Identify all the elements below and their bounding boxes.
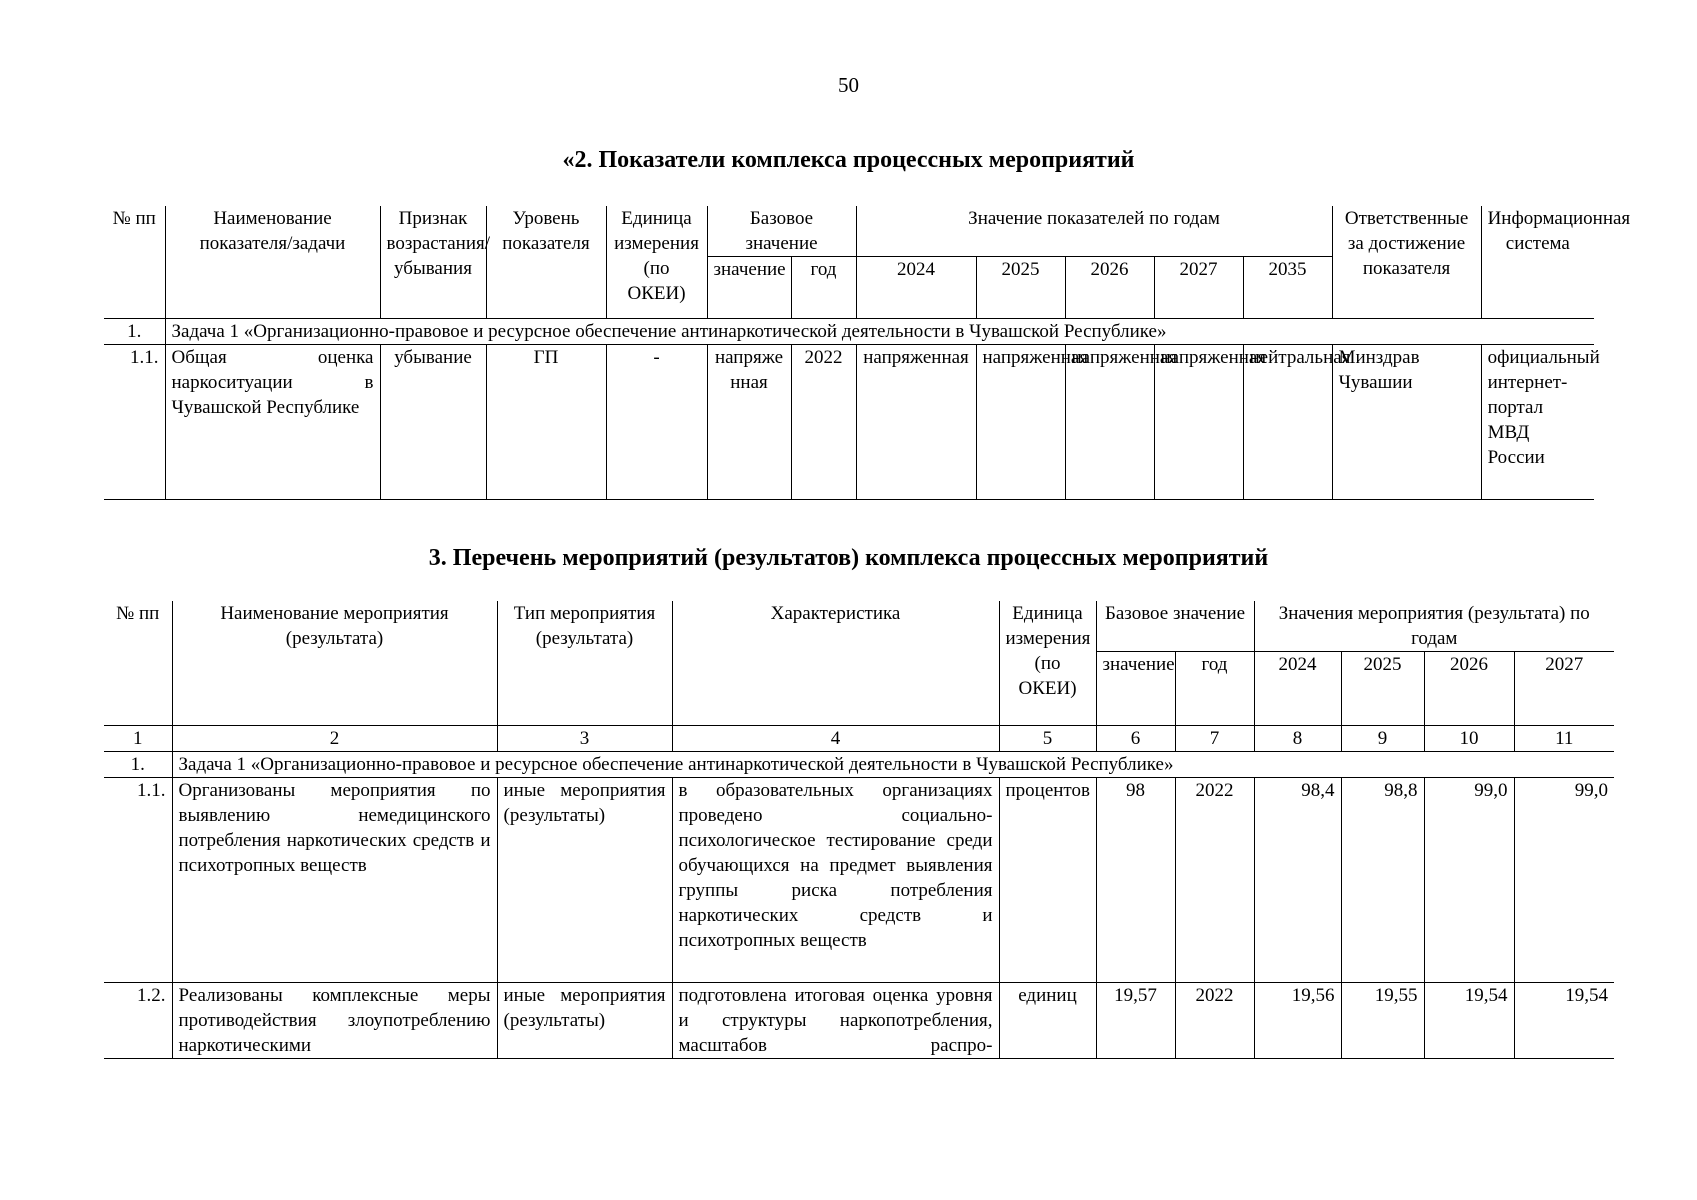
row-num: 1.1.	[104, 778, 172, 983]
col-name-header: Наименование мероприятия (результата)	[172, 601, 497, 726]
row-characteristic: в образовательных организациях проведено социально-психологическое тестирование среди обучающихся на предмет выявления группы риска потребления наркотических средств и психотропных веществ	[672, 778, 999, 983]
row-year-2026: 19,54	[1424, 983, 1514, 1059]
col-characteristic-header: Характеристика	[672, 601, 999, 726]
row-unit: процентов	[999, 778, 1096, 983]
row-year-2024: 19,56	[1254, 983, 1341, 1059]
col-trend-header: Признак возрастания/ убывания	[380, 206, 486, 319]
col-year-2035: 2035	[1243, 257, 1332, 319]
col-number: 5	[999, 726, 1096, 752]
col-year-2024: 2024	[1254, 652, 1341, 726]
task-row	[104, 752, 1614, 778]
col-num-header: № пп	[104, 601, 172, 726]
col-unit-header: Единица измерения (по ОКЕИ)	[999, 601, 1096, 726]
task-row	[104, 319, 1594, 345]
row-level: ГП	[486, 345, 606, 500]
row-base-year: 2022	[1175, 983, 1254, 1059]
row-base-year: 2022	[791, 345, 856, 500]
row-type: иные мероприятия (результаты)	[497, 778, 672, 983]
row-trend: убывание	[380, 345, 486, 500]
row-year-2027: 19,54	[1514, 983, 1614, 1059]
col-number: 8	[1254, 726, 1341, 752]
row-year-2026: напряженная	[1065, 345, 1154, 500]
row-unit: -	[606, 345, 707, 500]
row-year-2027: напряженная	[1154, 345, 1243, 500]
column-numbers-row	[104, 726, 1614, 752]
activities-table	[104, 601, 1614, 1059]
col-year-2027: 2027	[1154, 257, 1243, 319]
col-base-value-header: значение	[707, 257, 791, 319]
task-num: 1.	[104, 752, 172, 778]
col-year-2025: 2025	[976, 257, 1065, 319]
col-number: 9	[1341, 726, 1424, 752]
row-name: Общая оценка наркоситуации в Чувашской Республике	[165, 345, 380, 500]
col-number: 10	[1424, 726, 1514, 752]
row-responsible: Минздрав Чувашии	[1332, 345, 1481, 500]
col-number: 4	[672, 726, 999, 752]
row-year-2024: 98,4	[1254, 778, 1341, 983]
header-row	[104, 601, 1614, 652]
row-base-value: 19,57	[1096, 983, 1175, 1059]
task-text: Задача 1 «Организационно-правовое и ресурсное обеспечение антинаркотической деятельности в Чувашской Республике»	[172, 752, 1614, 778]
section2-title: «2. Показатели комплекса процессных мероприятий	[562, 147, 1135, 173]
table-row	[104, 778, 1614, 983]
col-base-value-header: значение	[1096, 652, 1175, 726]
col-number: 11	[1514, 726, 1614, 752]
task-num: 1.	[104, 319, 165, 345]
row-characteristic: подготовлена итоговая оценка уровня и структуры наркопотребления, масштабов распро-	[672, 983, 999, 1059]
col-year-2026: 2026	[1065, 257, 1154, 319]
row-base-value: напряженная	[707, 345, 791, 500]
row-year-2026: 99,0	[1424, 778, 1514, 983]
col-years-group-header: Значения мероприятия (результата) по годам	[1254, 601, 1614, 652]
row-base-value: 98	[1096, 778, 1175, 983]
indicators-table	[104, 206, 1631, 500]
header-row	[104, 206, 1594, 257]
section3-title: 3. Перечень мероприятий (результатов) комплекса процессных мероприятий	[428, 545, 1269, 571]
row-num: 1.1.	[104, 345, 165, 500]
row-year-2025: 19,55	[1341, 983, 1424, 1059]
col-year-2027: 2027	[1514, 652, 1614, 726]
col-number: 6	[1096, 726, 1175, 752]
col-type-header: Тип мероприятия (результата)	[497, 601, 672, 726]
col-base-year-header: год	[1175, 652, 1254, 726]
col-base-header: Базовое значение	[707, 206, 856, 257]
col-number: 3	[497, 726, 672, 752]
col-number: 2	[172, 726, 497, 752]
task-text: Задача 1 «Организационно-правовое и ресурсное обеспечение антинаркотической деятельности в Чувашской Республике»	[165, 319, 1594, 345]
col-base-year-header: год	[791, 257, 856, 319]
table-row	[104, 983, 1614, 1059]
col-infosystem-header: Информационная система	[1481, 206, 1594, 319]
col-num-header: № пп	[104, 206, 165, 319]
table-row	[104, 345, 1594, 500]
row-year-2024: напряженная	[856, 345, 976, 500]
col-name-header: Наименование показателя/задачи	[165, 206, 380, 319]
col-level-header: Уровень показателя	[486, 206, 606, 319]
col-base-header: Базовое значение	[1096, 601, 1254, 652]
row-base-year: 2022	[1175, 778, 1254, 983]
col-years-group-header: Значение показателей по годам	[856, 206, 1332, 257]
row-year-2025: 98,8	[1341, 778, 1424, 983]
page-number: 50	[838, 73, 859, 97]
col-unit-header: Единица измерения (по ОКЕИ)	[606, 206, 707, 319]
row-year-2027: 99,0	[1514, 778, 1614, 983]
row-unit: единиц	[999, 983, 1096, 1059]
col-number: 7	[1175, 726, 1254, 752]
col-number: 1	[104, 726, 172, 752]
col-year-2026: 2026	[1424, 652, 1514, 726]
row-year-2035: нейтральная	[1243, 345, 1332, 500]
row-num: 1.2.	[104, 983, 172, 1059]
col-year-2025: 2025	[1341, 652, 1424, 726]
col-responsible-header: Ответственные за достижение показателя	[1332, 206, 1481, 319]
row-name: Организованы мероприятия по выявлению немедицинского потребления наркотических средств и психотропных веществ	[172, 778, 497, 983]
row-name: Реализованы комплексные меры противодействия злоупотреблению наркотическими	[172, 983, 497, 1059]
row-type: иные мероприятия (результаты)	[497, 983, 672, 1059]
row-year-2025: напряженная	[976, 345, 1065, 500]
col-year-2024: 2024	[856, 257, 976, 319]
row-infosystem: официальный интернет-портал МВД России	[1481, 345, 1594, 500]
